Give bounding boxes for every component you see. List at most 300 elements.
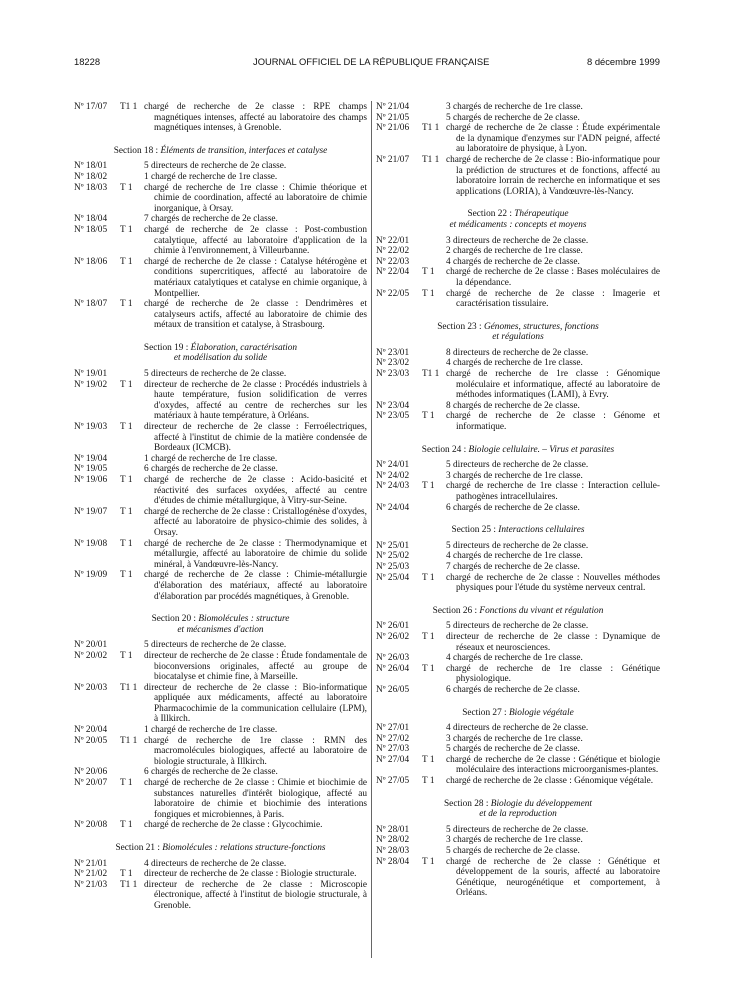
post-number: Nº 19/03 (74, 422, 108, 433)
section-title: Biomolécules : structure (198, 614, 290, 625)
post-description: 5 directeurs de recherche de 2e classe. (144, 161, 287, 172)
post-code (376, 348, 409, 359)
post-entry (376, 348, 660, 359)
post-number: Nº 19/07 (74, 506, 108, 517)
post-entry (376, 102, 660, 113)
post-number: Nº 20/07 (74, 778, 108, 789)
post-number: Nº 19/06 (74, 475, 108, 485)
post-description: 1 chargé de recherche de 1re classe. (144, 453, 278, 464)
section-number: Section 24 : (421, 444, 469, 455)
post-entry (74, 570, 367, 602)
post-description: chargé de recherche de 1re classe : Génétique physiologique. (446, 663, 660, 685)
post-code (376, 246, 409, 257)
post-code (74, 506, 133, 518)
section-title-line2: et modélisation du solide (173, 353, 268, 364)
post-number: Nº 21/05 (376, 112, 410, 123)
post-code (74, 224, 133, 236)
post-number: Nº 21/02 (74, 869, 108, 880)
post-code (74, 570, 133, 581)
post-description: 4 chargés de recherche de 1re classe. (446, 653, 583, 664)
post-number: Nº 19/01 (74, 369, 108, 380)
post-code (376, 825, 409, 836)
post-number: Nº 26/05 (376, 684, 410, 695)
post-description: 5 directeurs de recherche de 2e classe. (446, 540, 589, 551)
post-description: chargé de recherche de 2e classe : Dendrimères et catalyseurs actifs, affecté au laboratoire de chimie des métaux de transition et catalyse, à Strasbourg. (144, 299, 367, 331)
post-number: Nº 23/01 (376, 347, 410, 358)
post-code (376, 734, 409, 745)
post-code (74, 422, 133, 433)
post-number: Nº 20/06 (74, 767, 108, 778)
post-entry (74, 257, 367, 299)
post-entry (376, 653, 660, 664)
post-description: chargé de recherche de 2e classe : Génomique végétale. (446, 776, 654, 787)
post-description: 1 chargé de recherche de 1re classe. (144, 171, 278, 182)
post-entry (376, 246, 660, 257)
post-description: 1 chargé de recherche de 1re classe. (144, 725, 278, 736)
post-number: Nº 21/06 (376, 123, 410, 134)
post-description: 3 chargés de recherche de 1re classe. (446, 470, 583, 481)
post-number: Nº 19/05 (74, 464, 108, 475)
post-description: chargé de recherche de 2e classe : Génome et informatique. (446, 411, 660, 433)
post-description: 4 chargés de recherche de 1re classe. (446, 358, 583, 369)
post-code (74, 682, 138, 694)
post-description: 6 chargés de recherche de 2e classe. (446, 502, 580, 513)
post-code (376, 754, 435, 766)
post-entry (376, 685, 660, 696)
post-entry (376, 460, 660, 471)
post-entry (74, 380, 367, 422)
post-code (376, 621, 409, 632)
post-code (74, 538, 133, 550)
post-code (376, 551, 409, 562)
post-code (376, 856, 435, 868)
post-entry (376, 411, 660, 432)
post-entry (74, 725, 367, 736)
post-description: chargé de recherche de 2e classe : Étude expérimentale de la dynamique d'enzymes sur l'ADN peigné, affecté au laboratoire de physique, à Lyon. (446, 123, 660, 155)
post-description: 6 chargés de recherche de 2e classe. (144, 767, 278, 778)
post-entry (74, 859, 367, 870)
post-number: Nº 20/08 (74, 820, 108, 831)
section-heading (376, 525, 660, 536)
post-description: 4 chargés de recherche de 2e classe. (446, 256, 580, 267)
post-type: T 1 (422, 572, 435, 583)
post-code (376, 358, 409, 369)
post-entry (376, 369, 660, 401)
section-number: Section 21 : (115, 843, 163, 853)
post-number: Nº 24/01 (376, 460, 410, 471)
post-code (376, 685, 409, 696)
post-description: chargé de recherche de 2e classe : Bases moléculaires de la dépendance. (446, 267, 660, 288)
section-heading (376, 708, 660, 719)
post-code (376, 846, 409, 857)
post-number: Nº 21/01 (74, 858, 108, 869)
post-number: Nº 19/09 (74, 570, 108, 581)
post-entry (376, 123, 660, 155)
post-code (74, 161, 107, 172)
post-description: chargé de recherche de 2e classe : Post-combustion catalytique, affecté au laboratoire d'application de la chimie à l'environnement, à Villeurbanne. (144, 224, 367, 257)
post-type: T 1 (120, 379, 133, 390)
post-description: directeur de recherche de 2e classe : Dynamique de réseaux et neurosciences. (446, 631, 660, 653)
section-title: Biologie végétale (508, 707, 574, 718)
section-title: Biologie cellulaire. – Virus et parasites (468, 444, 615, 455)
post-number: Nº 20/04 (74, 725, 108, 736)
post-type: T 1 (422, 411, 435, 422)
post-description: chargé de recherche de 2e classe : Chimie et biochimie de substances naturelles d'intérêt biologique, affecté au laboratoire de chimie et biochimie des interations fongiques et microbiennes, à Paris. (144, 778, 367, 820)
post-number: Nº 24/03 (376, 481, 410, 492)
post-type: T1 1 (120, 102, 138, 112)
post-code (376, 481, 435, 492)
post-description: 3 directeurs de recherche de 2e classe. (446, 235, 589, 246)
post-type: T1 1 (422, 154, 440, 165)
post-number: Nº 27/05 (376, 776, 410, 787)
post-entry (376, 846, 660, 857)
post-number: Nº 27/04 (376, 754, 410, 765)
post-code (74, 299, 133, 310)
post-description: directeur de recherche de 2e classe : Microscopie électronique, affecté à l'institut de biologie structurale, à Grenoble. (144, 879, 367, 911)
post-number: Nº 18/03 (74, 182, 108, 193)
post-entry (74, 183, 367, 215)
post-entry (74, 161, 367, 172)
post-entry (376, 573, 660, 594)
post-entry (376, 503, 660, 514)
post-number: Nº 25/02 (376, 551, 410, 562)
post-number: Nº 18/04 (74, 214, 108, 225)
post-description: directeur de recherche de 2e classe : Ferroélectriques, affecté à l'institut de chimie de la matière condensée de Bordeaux (ICMCB). (144, 422, 367, 454)
post-description: 5 chargés de recherche de 2e classe. (446, 112, 580, 123)
post-code (74, 172, 107, 183)
post-entry (376, 723, 660, 734)
post-number: Nº 23/05 (376, 411, 410, 422)
post-code (74, 879, 138, 891)
post-number: Nº 24/02 (376, 470, 410, 481)
post-entry (74, 102, 367, 134)
post-description: directeur de recherche de 2e classe : Procédés industriels à haute température, fusion solidification de verres d'oxydes, affecté au centre de recherches sur les matériaux à haute température, à Orléans. (144, 379, 367, 422)
section-title: Biomolécules : relations structure-fonctions (162, 843, 326, 853)
post-type: T 1 (120, 475, 133, 485)
post-code (376, 257, 409, 268)
post-number: Nº 19/02 (74, 379, 108, 390)
section-number: Section 18 : (113, 145, 161, 156)
post-number: Nº 28/01 (376, 824, 410, 835)
post-type: T 1 (120, 869, 133, 880)
post-number: Nº 23/03 (376, 369, 410, 380)
section-heading (74, 343, 367, 364)
post-entry (74, 464, 367, 475)
section-title: Thérapeutique (514, 209, 569, 220)
post-code (376, 154, 440, 166)
post-description: 3 chargés de recherche de 1re classe. (446, 835, 583, 846)
section-number: Section 26 : (432, 605, 480, 616)
post-description: 8 directeurs de recherche de 2e classe. (446, 347, 589, 358)
post-description: chargé de recherche de 2e classe : Thermodynamique et métallurgie, affecté au laboratoire de chimie du solide minéral, à Vandœuvre-lès-Nancy. (144, 538, 367, 570)
post-description: chargé de recherche de 1re classe : RMN des macromolécules biologiques, affecté au laboratoire de biologie structurale, à Illkirch. (144, 735, 367, 767)
post-description: chargé de recherche de 2e classe : Imagerie et caractérisation tissulaire. (446, 288, 660, 310)
post-code (376, 288, 435, 300)
post-code (376, 572, 435, 584)
post-entry (376, 358, 660, 369)
post-number: Nº 25/04 (376, 572, 410, 583)
section-heading (376, 799, 660, 820)
post-code (376, 460, 409, 471)
post-description: 4 directeurs de recherche de 2e classe. (446, 723, 589, 734)
post-code (74, 640, 107, 651)
column-divider (371, 101, 372, 958)
section-title-line2: et mécanismes d'action (177, 624, 264, 635)
post-code (74, 869, 133, 880)
section-number: Section 28 : (444, 798, 491, 809)
post-number: Nº 26/03 (376, 653, 410, 664)
post-code (376, 113, 409, 124)
post-type: T 1 (120, 778, 133, 789)
post-code (376, 835, 409, 846)
post-type: T 1 (120, 422, 133, 433)
post-code (376, 267, 435, 278)
post-entry (376, 776, 660, 787)
post-code (74, 650, 133, 662)
post-code (74, 859, 107, 870)
post-entry (376, 551, 660, 562)
post-entry (376, 755, 660, 776)
post-type: T1 1 (120, 682, 138, 693)
post-type: T 1 (422, 631, 435, 642)
post-type: T 1 (120, 299, 133, 310)
post-entry (74, 369, 367, 380)
post-description: chargé de recherche de 2e classe : Catalyse hétérogène et conditions supercritiques, affecté au laboratoire de matériaux catalytiques et catalyse en chimie organique, à Montpellier. (144, 256, 367, 299)
post-description: chargé de recherche de 2e classe : Génétique et développement de la souris, affecté au laboratoire Génétique, neurogénétique et comportement, à Orléans. (446, 856, 660, 899)
post-type: T 1 (120, 650, 133, 661)
post-code (376, 102, 409, 113)
post-number: Nº 22/05 (376, 288, 410, 299)
post-entry (376, 113, 660, 124)
left-column (74, 102, 367, 912)
post-code (74, 735, 138, 747)
post-code (376, 744, 409, 755)
post-description: chargé de recherche de 1re classe : Génomique moléculaire et informatique, affecté au laboratoire de méthodes informatiques (LAMI), à Evry. (446, 369, 660, 401)
section-number: Section 25 : (451, 525, 499, 536)
section-title-line2: et médicaments : concepts et moyens (449, 219, 587, 230)
post-entry (74, 539, 367, 571)
post-number: Nº 26/02 (376, 631, 410, 642)
post-description: 4 chargés de recherche de 1re classe. (446, 551, 583, 562)
page-number: 18228 (74, 56, 101, 67)
post-description: 5 directeurs de recherche de 2e classe. (446, 621, 589, 632)
post-description: 5 directeurs de recherche de 2e classe. (144, 369, 287, 380)
post-number: Nº 28/02 (376, 835, 410, 846)
post-entry (74, 454, 367, 465)
post-description: chargé de recherche de 2e classe : Glycochimie. (144, 820, 323, 831)
post-number: Nº 18/01 (74, 161, 108, 172)
post-description: chargé de recherche de 2e classe : Génétique et biologie moléculaire des interactions microorganismes-plantes. (446, 754, 660, 776)
post-description: chargé de recherche de 2e classe : Cristallogénèse d'oxydes, affecté au laboratoire de physico-chimie des solides, à Orsay. (144, 506, 367, 538)
post-number: Nº 27/02 (376, 733, 410, 744)
post-type: T 1 (120, 256, 133, 267)
section-number: Section 22 : (467, 209, 515, 220)
section-title-line2: et régulations (492, 332, 544, 343)
section-number: Section 20 : (151, 614, 199, 625)
post-number: Nº 23/04 (376, 400, 410, 411)
post-entry (376, 632, 660, 653)
post-number: Nº 26/01 (376, 621, 410, 632)
post-description: directeur de recherche de 2e classe : Bio-informatique appliquée aux médicaments, affecté au laboratoire Pharmacochimie de la communication cellulaire (LPM), à Illkirch. (144, 682, 367, 725)
section-heading (376, 209, 660, 230)
post-number: Nº 22/01 (376, 235, 410, 246)
post-type: T 1 (422, 856, 435, 867)
post-description: 3 chargés de recherche de 1re classe. (446, 733, 583, 744)
post-entry (376, 236, 660, 247)
post-entry (376, 471, 660, 482)
post-number: Nº 19/08 (74, 538, 108, 549)
post-type: T 1 (120, 570, 133, 581)
post-description: chargé de recherche de 1re classe : Interaction cellule-pathogènes intracellulaires. (446, 481, 660, 502)
post-entry (376, 257, 660, 268)
post-type: T1 1 (422, 123, 440, 134)
post-type: T 1 (120, 506, 133, 517)
post-number: Nº 22/04 (376, 267, 410, 278)
post-description: 5 directeurs de recherche de 2e classe. (446, 824, 589, 835)
page-header (0, 56, 731, 70)
post-number: Nº 20/05 (74, 735, 108, 746)
post-type: T 1 (422, 776, 435, 787)
post-code (74, 778, 133, 789)
post-type: T 1 (120, 538, 133, 549)
post-entry (74, 214, 367, 225)
post-type: T 1 (120, 224, 133, 235)
post-entry (74, 475, 367, 507)
section-title: Génomes, structures, fonctions (483, 321, 599, 332)
post-entry (376, 744, 660, 755)
post-entry (74, 736, 367, 768)
post-code (74, 464, 107, 475)
post-entry (74, 172, 367, 183)
post-entry (376, 289, 660, 310)
post-entry (376, 541, 660, 552)
post-code (74, 379, 133, 391)
post-code (74, 369, 107, 380)
post-code (376, 401, 409, 412)
post-code (376, 663, 435, 675)
post-number: Nº 24/04 (376, 502, 410, 513)
post-description: chargé de recherche de 2e classe : Acido-basicité et réactivité des surfaces oxydées, affecté au centre d'études de chimie métallurgique, à Vitry-sur-Seine. (144, 475, 367, 507)
post-number: Nº 23/02 (376, 358, 410, 369)
post-description: 4 directeurs de recherche de 2e classe. (144, 858, 287, 869)
section-title: Fonctions du vivant et régulation (479, 605, 604, 616)
post-number: Nº 22/02 (376, 246, 410, 257)
post-entry (74, 422, 367, 454)
post-entry (74, 225, 367, 257)
post-description: 6 chargés de recherche de 2e classe. (144, 464, 278, 475)
post-number: Nº 20/02 (74, 650, 108, 661)
post-description: chargé de recherche de 2e classe : Bio-informatique pour la prédiction de structures et de fonctions, affecté au laboratoire lorrain de recherche en informatique et ses applications (LORIA), à Vandœuvre-lès-Nancy. (446, 154, 660, 197)
post-type: T 1 (120, 182, 133, 193)
post-description: directeur de recherche de 2e classe : Étude fondamentale de bioconversions originales, affecté au groupe de biocatalyse et chimie fine, à Marseille. (144, 650, 367, 683)
section-heading (376, 322, 660, 343)
post-type: T 1 (422, 481, 435, 492)
post-type: T1 1 (120, 879, 138, 890)
post-code (376, 562, 409, 573)
post-entry (376, 734, 660, 745)
post-entry (376, 664, 660, 685)
post-number: Nº 21/03 (74, 879, 108, 890)
post-number: Nº 21/07 (376, 154, 410, 165)
post-type: T 1 (422, 288, 435, 299)
post-description: chargé de recherche de 2e classe : RPE champs magnétiques intenses, affecté au laboratoire des champs magnétiques intenses, à Grenoble. (144, 102, 367, 134)
post-type: T1 1 (120, 735, 138, 746)
post-number: Nº 28/04 (376, 856, 410, 867)
post-number: Nº 18/05 (74, 224, 108, 235)
post-code (376, 723, 409, 734)
post-number: Nº 20/03 (74, 682, 108, 693)
post-entry (376, 401, 660, 412)
post-entry (74, 507, 367, 539)
post-number: Nº 21/04 (376, 102, 410, 112)
post-number: Nº 27/03 (376, 744, 410, 755)
post-description: 7 chargés de recherche de 2e classe. (144, 214, 278, 225)
post-entry (74, 767, 367, 778)
post-number: Nº 18/06 (74, 256, 108, 267)
section-title: Élaboration, caractérisation (190, 342, 298, 353)
post-entry (376, 835, 660, 846)
post-description: 6 chargés de recherche de 2e classe. (446, 684, 580, 695)
post-entry (74, 880, 367, 912)
post-description: 5 chargés de recherche de 2e classe. (446, 846, 580, 857)
post-description: 5 chargés de recherche de 2e classe. (446, 744, 580, 755)
post-entry (74, 683, 367, 725)
post-code (74, 820, 133, 831)
post-description: chargé de recherche de 1re classe : Chimie théorique et chimie de coordination, affecté au laboratoire de chimie inorganique, à Orsay. (144, 182, 367, 214)
post-code (376, 369, 440, 380)
post-code (74, 767, 107, 778)
section-title-line2: et de la reproduction (479, 809, 557, 820)
post-entry (376, 562, 660, 573)
section-title: Éléments de transition, interfaces et catalyse (160, 145, 328, 156)
post-code (376, 541, 409, 552)
post-number: Nº 18/07 (74, 299, 108, 310)
post-code (376, 471, 409, 482)
post-description: chargé de recherche de 2e classe : Nouvelles méthodes physiques pour l'étude du système nerveux central. (446, 572, 660, 594)
section-title: Biologie du développement (490, 798, 592, 809)
post-description: 3 chargés de recherche de 1re classe. (446, 102, 583, 112)
post-number: Nº 28/03 (376, 846, 410, 857)
post-code (74, 182, 133, 194)
post-code (376, 236, 409, 247)
post-entry (376, 155, 660, 197)
post-number: Nº 19/04 (74, 453, 108, 464)
post-type: T 1 (120, 820, 133, 831)
post-code (74, 256, 133, 268)
post-type: T 1 (422, 663, 435, 674)
post-number: Nº 20/01 (74, 640, 108, 651)
issue-date: 8 décembre 1999 (587, 56, 660, 67)
post-code (74, 725, 107, 736)
post-code (376, 653, 409, 664)
post-code (74, 214, 107, 225)
post-description: 7 chargés de recherche de 2e classe. (446, 561, 580, 572)
post-number: Nº 25/03 (376, 561, 410, 572)
post-description: 2 chargés de recherche de 1re classe. (446, 246, 583, 257)
post-number: Nº 25/01 (376, 540, 410, 551)
post-number: Nº 27/01 (376, 723, 410, 734)
post-code (376, 123, 440, 134)
post-number: Nº 26/04 (376, 663, 410, 674)
post-description: 5 directeurs de recherche de 2e classe. (446, 460, 589, 471)
post-number: Nº 18/02 (74, 171, 108, 182)
section-heading (74, 843, 367, 854)
post-number: Nº 22/03 (376, 256, 410, 267)
section-heading (74, 146, 367, 157)
post-code (74, 454, 107, 465)
post-code (376, 503, 409, 514)
post-type: T1 1 (422, 369, 440, 380)
